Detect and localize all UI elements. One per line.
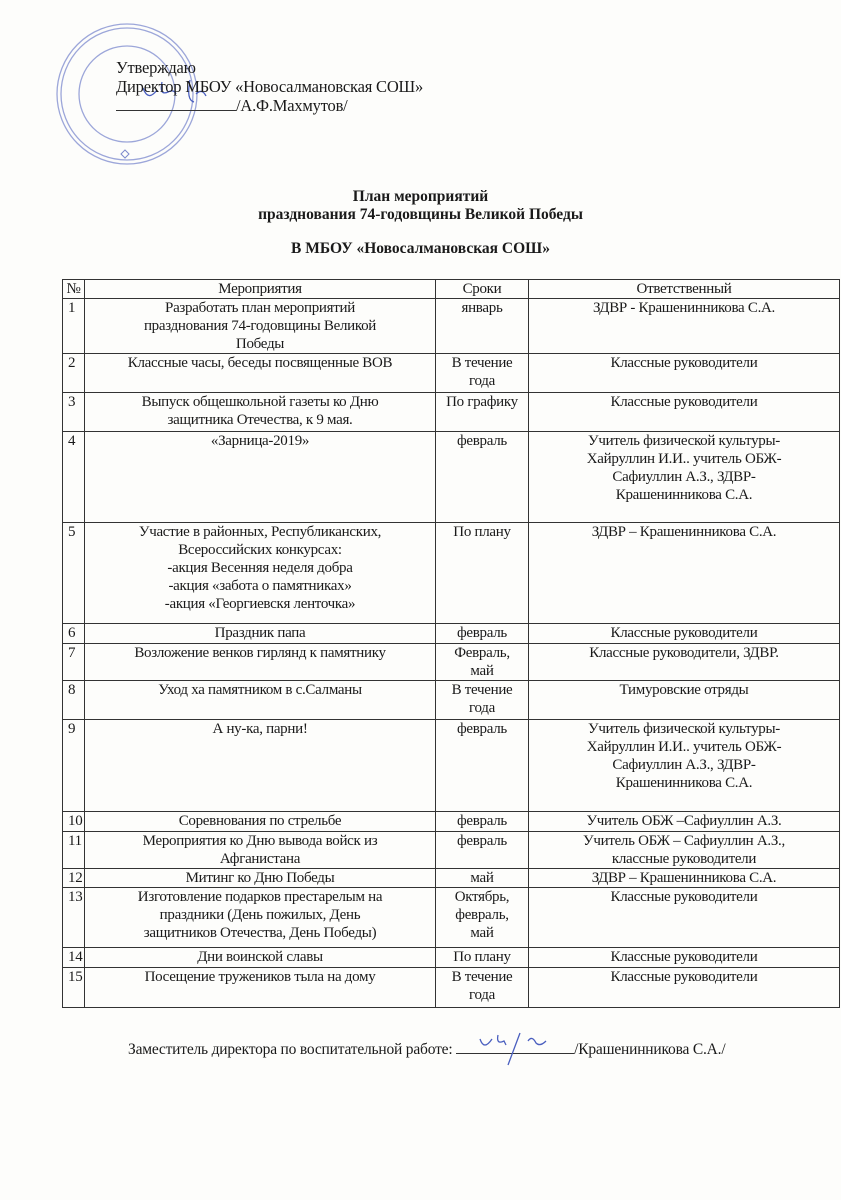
doc-title-line3: В МБОУ «Новосалмановская СОШ» (291, 240, 550, 257)
event-cell: «Зарница-2019» (85, 432, 436, 523)
term-cell: февраль (436, 624, 529, 644)
doc-title-line1: План мероприятий (352, 188, 489, 205)
responsible-cell: ЗДВР – Крашенинникова С.А. (529, 523, 840, 624)
table-header-row (63, 280, 840, 299)
event-cell: Дни воинской славы (85, 948, 436, 968)
deputy-signature (476, 1031, 556, 1067)
table-row (63, 354, 840, 393)
responsible-cell: ЗДВР - Крашенинникова С.А. (529, 299, 840, 354)
event-cell: Изготовление подарков престарелым на праздники (День пожилых, День защитников Отечества, День Победы) (85, 888, 436, 948)
responsible-cell: Классные руководители (529, 354, 840, 393)
row-number: 3 (63, 393, 85, 432)
footer-label: Заместитель директора по воспитательной работе: (128, 1041, 453, 1058)
term-cell: В течение года (436, 681, 529, 720)
footer-name: /Крашенинникова С.А./ (574, 1041, 726, 1058)
responsible-cell: Учитель ОБЖ – Сафиуллин А.З., классные руководители (529, 832, 840, 869)
table-row (63, 888, 840, 948)
event-cell: Мероприятия ко Дню вывода войск из Афганистана (85, 832, 436, 869)
responsible-cell: Учитель физической культуры- Хайруллин И.И.. учитель ОБЖ- Сафиуллин А.З., ЗДВР- Крашенинникова С.А. (529, 432, 840, 523)
term-cell: февраль (436, 832, 529, 869)
responsible-cell: Классные руководители (529, 968, 840, 1008)
event-cell: Уход ха памятником в с.Салманы (85, 681, 436, 720)
doc-title-line2: празднования 74-годовщины Великой Победы (258, 206, 583, 223)
director-name: /А.Ф.Махмутов/ (236, 96, 348, 115)
director-title: Директор МБОУ «Новосалмановская СОШ» (116, 77, 424, 96)
event-cell: А ну-ка, парни! (85, 720, 436, 812)
responsible-cell: Классные руководители (529, 948, 840, 968)
term-cell: По плану (436, 523, 529, 624)
row-number: 12 (63, 869, 85, 888)
signature-line (116, 97, 236, 111)
responsible-cell: Классные руководители (529, 624, 840, 644)
table-row (63, 832, 840, 869)
event-cell: Выпуск общешкольной газеты ко Дню защитника Отечества, к 9 мая. (85, 393, 436, 432)
table-row (63, 812, 840, 832)
row-number: 1 (63, 299, 85, 354)
table-row (63, 644, 840, 681)
footer-signature (128, 1039, 725, 1059)
table-row (63, 869, 840, 888)
row-number: 10 (63, 812, 85, 832)
row-number: 13 (63, 888, 85, 948)
term-cell: В течение года (436, 354, 529, 393)
event-cell: Участие в районных, Республиканских, Всероссийских конкурсах: -акция Весенняя неделя добра -акция «забота о памятниках» -акция «Георгиевскя ленточка» (85, 523, 436, 624)
responsible-cell: Тимуровские отряды (529, 681, 840, 720)
term-cell: По графику (436, 393, 529, 432)
table-row (63, 624, 840, 644)
row-number: 4 (63, 432, 85, 523)
term-cell: май (436, 869, 529, 888)
row-number: 6 (63, 624, 85, 644)
event-cell: Соревнования по стрельбе (85, 812, 436, 832)
event-cell: Классные часы, беседы посвященные ВОВ (85, 354, 436, 393)
table-row (63, 720, 840, 812)
responsible-cell: Классные руководители, ЗДВР. (529, 644, 840, 681)
responsible-cell: ЗДВР – Крашенинникова С.А. (529, 869, 840, 888)
row-number: 14 (63, 948, 85, 968)
term-cell: Октябрь, февраль, май (436, 888, 529, 948)
responsible-cell: Учитель ОБЖ –Сафиуллин А.З. (529, 812, 840, 832)
table-row (63, 681, 840, 720)
responsible-cell: Классные руководители (529, 888, 840, 948)
term-cell: По плану (436, 948, 529, 968)
term-cell: февраль (436, 432, 529, 523)
row-number: 15 (63, 968, 85, 1008)
header-event: Мероприятия (85, 280, 436, 299)
row-number: 2 (63, 354, 85, 393)
approval-block (116, 58, 423, 115)
row-number: 11 (63, 832, 85, 869)
header-num: № (63, 280, 85, 299)
table-row (63, 393, 840, 432)
term-cell: январь (436, 299, 529, 354)
header-responsible: Ответственный (529, 280, 840, 299)
term-cell: февраль (436, 812, 529, 832)
responsible-cell: Учитель физической культуры- Хайруллин И.И.. учитель ОБЖ- Сафиуллин А.З., ЗДВР- Крашенинникова С.А. (529, 720, 840, 812)
table-row (63, 523, 840, 624)
term-cell: февраль (436, 720, 529, 812)
row-number: 8 (63, 681, 85, 720)
term-cell: Февраль, май (436, 644, 529, 681)
term-cell: В течение года (436, 968, 529, 1008)
header-term: Сроки (436, 280, 529, 299)
table-row (63, 432, 840, 523)
responsible-cell: Классные руководители (529, 393, 840, 432)
signature-line (456, 1039, 574, 1054)
table-row (63, 299, 840, 354)
row-number: 7 (63, 644, 85, 681)
event-cell: Возложение венков гирлянд к памятнику (85, 644, 436, 681)
approve-label: Утверждаю (116, 58, 196, 77)
events-table (62, 279, 840, 1008)
event-cell: Праздник папа (85, 624, 436, 644)
table-row (63, 948, 840, 968)
event-cell: Посещение тружеников тыла на дому (85, 968, 436, 1008)
row-number: 9 (63, 720, 85, 812)
table-row (63, 968, 840, 1008)
row-number: 5 (63, 523, 85, 624)
event-cell: Разработать план мероприятий празднования 74-годовщины Великой Победы (85, 299, 436, 354)
event-cell: Митинг ко Дню Победы (85, 869, 436, 888)
